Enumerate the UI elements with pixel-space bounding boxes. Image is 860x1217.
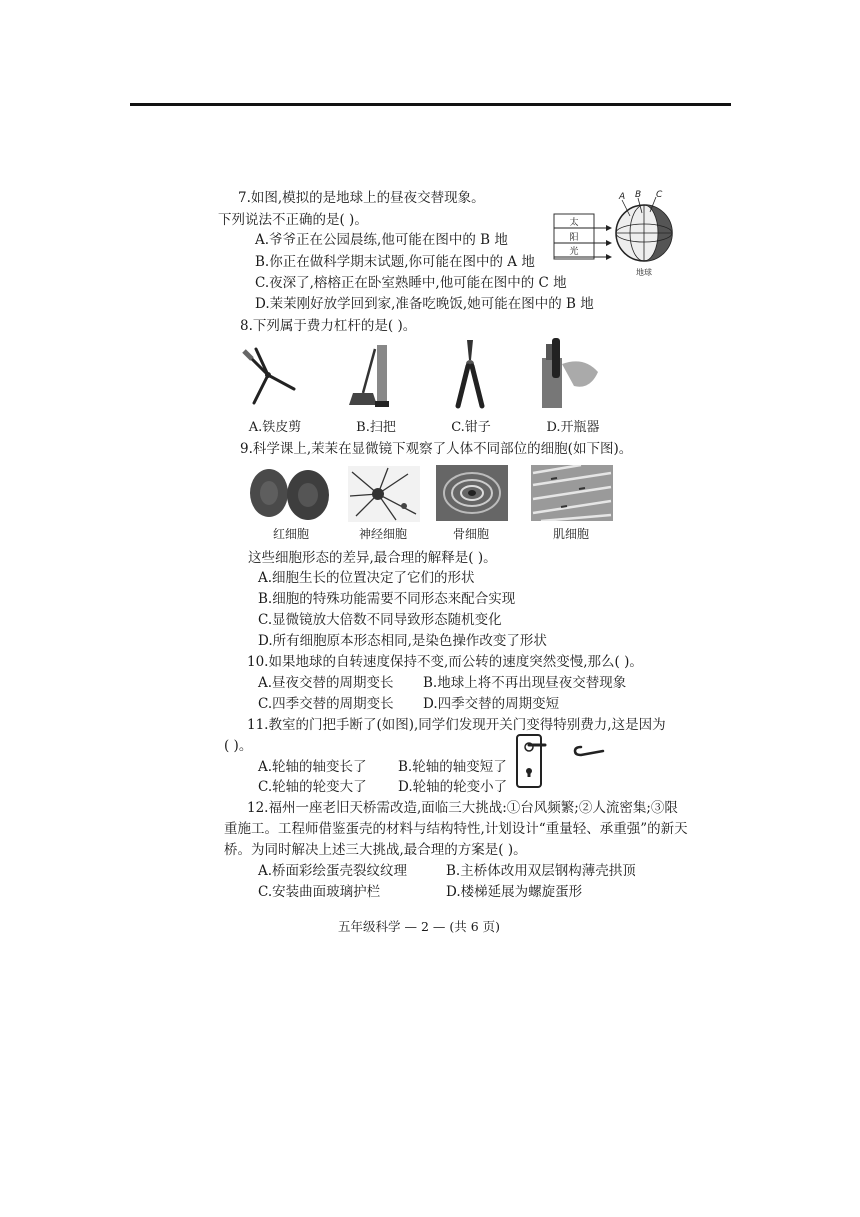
- broken-door-handle-image: [515, 733, 607, 789]
- q9-caption-muscle: 肌细胞: [552, 527, 589, 541]
- sun-char-1: 太: [569, 218, 579, 228]
- q8-option-b: B.扫把: [356, 420, 396, 435]
- q11-option-c: C.轮轴的轮变大了: [258, 779, 367, 795]
- muscle-cell-image: [531, 465, 613, 521]
- q8-option-a: A.铁皮剪: [248, 420, 302, 435]
- q10-option-d: D.四季交替的周期变短: [423, 696, 560, 712]
- q9-stem: 9.科学课上,茉茉在显微镜下观察了人体不同部位的细胞(如下图)。: [240, 441, 633, 457]
- q9-caption-nerve: 神经细胞: [358, 527, 407, 541]
- q7-stem-line2: 下列说法不正确的是( )。: [218, 212, 368, 228]
- q10-option-b: B.地球上将不再出现昼夜交替现象: [423, 675, 627, 691]
- bottle-opener-image: [538, 338, 604, 410]
- q10-option-a: A.昼夜交替的周期变长: [258, 675, 394, 691]
- earth-day-night-figure: [550, 188, 682, 280]
- pliers-image: [450, 338, 490, 410]
- bone-cell-image: [436, 465, 508, 521]
- q11-stem-line2: ( )。: [224, 738, 253, 754]
- q12-option-d: D.楼梯延展为螺旋蛋形: [446, 884, 583, 900]
- q7-option-c: C.夜深了,榕榕正在卧室熟睡中,他可能在图中的 C 地: [255, 275, 567, 291]
- label-a: A: [619, 192, 626, 202]
- q12-stem-line1: 12.福州一座老旧天桥需改造,面临三大挑战:①台风频繁;②人流密集;③限: [247, 800, 678, 816]
- q9-option-b: B.细胞的特殊功能需要不同形态来配合实现: [258, 591, 516, 607]
- q11-option-a: A.轮轴的轴变长了: [258, 759, 367, 775]
- sun-char-3: 光: [569, 247, 579, 257]
- globe-caption: 地球: [636, 268, 652, 277]
- q10-stem: 10.如果地球的自转速度保持不变,而公转的速度突然变慢,那么( )。: [247, 654, 643, 670]
- q11-option-d: D.轮轴的轮变小了: [398, 779, 508, 795]
- q9-option-d: D.所有细胞原本形态相同,是染色操作改变了形状: [258, 633, 547, 649]
- q11-stem-line1: 11.教室的门把手断了(如图),同学们发现开关门变得特别费力,这是因为: [247, 717, 666, 733]
- q7-option-b: B.你正在做科学期末试题,你可能在图中的 A 地: [255, 254, 535, 270]
- q9-caption-bone: 骨细胞: [452, 527, 489, 541]
- q7-option-d: D.茉茉刚好放学回到家,准备吃晚饭,她可能在图中的 B 地: [255, 296, 594, 312]
- label-b: B: [635, 190, 642, 200]
- broom-image: [345, 345, 395, 411]
- q7-stem-line1: 7.如图,模拟的是地球上的昼夜交替现象。: [238, 190, 485, 206]
- q8-option-d: D.开瓶器: [546, 420, 600, 435]
- q8-option-c: C.钳子: [451, 420, 491, 435]
- q11-option-b: B.轮轴的轴变短了: [398, 759, 507, 775]
- sun-char-2: 阳: [569, 233, 579, 243]
- page-footer: 五年级科学 — 2 — (共 6 页): [338, 919, 500, 934]
- q9-ask: 这些细胞形态的差异,最合理的解释是( )。: [248, 550, 497, 566]
- q9-option-a: A.细胞生长的位置决定了它们的形状: [258, 570, 475, 586]
- q9-option-c: C.显微镜放大倍数不同导致形态随机变化: [258, 612, 502, 628]
- q8-stem: 8.下列属于费力杠杆的是( )。: [240, 318, 417, 334]
- q12-option-a: A.桥面彩绘蛋壳裂纹纹理: [258, 863, 408, 879]
- q10-option-c: C.四季交替的周期变长: [258, 696, 394, 712]
- red-blood-cell-image: [246, 465, 332, 521]
- label-c: C: [656, 190, 663, 200]
- q9-caption-red: 红细胞: [272, 527, 309, 541]
- nerve-cell-image: [348, 466, 420, 522]
- q12-option-b: B.主桥体改用双层钢构薄壳拱顶: [446, 863, 636, 879]
- q12-option-c: C.安装曲面玻璃护栏: [258, 884, 381, 900]
- q7-option-a: A.爷爷正在公园晨练,他可能在图中的 B 地: [255, 232, 508, 248]
- tin-snips-image: [240, 345, 300, 407]
- q12-stem-line2: 重施工。工程师借鉴蛋壳的材料与结构特性,计划设计“重量轻、承重强”的新天: [224, 821, 688, 837]
- header-rule: [130, 103, 731, 106]
- q12-stem-line3: 桥。为同时解决上述三大挑战,最合理的方案是( )。: [224, 842, 527, 858]
